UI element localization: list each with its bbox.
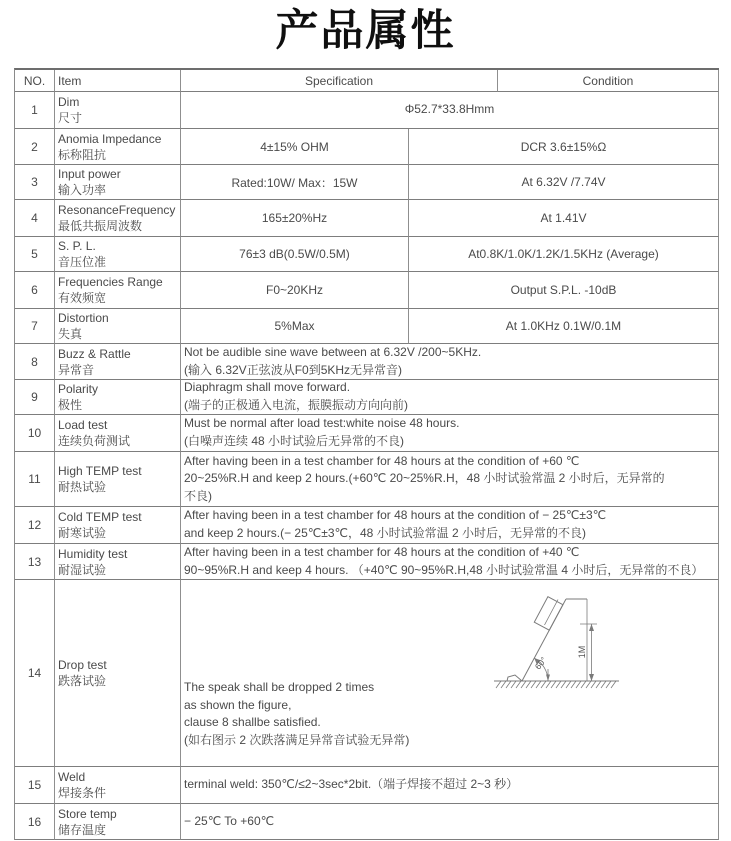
spec-text <box>184 344 715 379</box>
item-cell <box>55 380 181 415</box>
item-cell <box>55 272 181 309</box>
spec-line: 不良) <box>184 488 212 503</box>
item-name-zh: 失真 <box>58 327 83 341</box>
condition-cell: At 1.0KHz 0.1W/0.1M <box>409 309 719 344</box>
spec-text <box>184 679 409 749</box>
spec-text <box>184 453 715 506</box>
page-title: 产品属性 <box>275 7 456 55</box>
item-name-en: High TEMP test <box>58 464 142 478</box>
spec-text <box>405 101 495 119</box>
item-name-en: ResonanceFrequency <box>58 203 176 217</box>
dimension-arrow-up <box>589 624 594 631</box>
condition-cell: DCR 3.6±15%Ω <box>409 129 719 165</box>
angle-label: 60° <box>532 655 549 672</box>
spec-cell: 5%Max <box>181 309 409 344</box>
item-cell <box>55 129 181 165</box>
table-row <box>15 237 719 272</box>
item-cell <box>55 165 181 200</box>
item-name-en: Anomia Impedance <box>58 131 162 146</box>
item-cell <box>55 804 181 840</box>
merged-spec-cell <box>181 507 719 544</box>
merged-spec-cell <box>181 452 719 507</box>
item-name-zh: 尺寸 <box>58 111 83 125</box>
item-name-zh: 跌落试验 <box>58 674 107 688</box>
item-name-en: Humidity test <box>58 546 128 561</box>
table-row <box>15 344 719 380</box>
spec-text <box>184 813 715 831</box>
spec-text <box>184 776 715 794</box>
table-body <box>15 92 719 840</box>
table-row <box>15 767 719 804</box>
row-number-cell: 10 <box>15 415 55 452</box>
item-name-en: Buzz & Rattle <box>58 346 131 361</box>
item-name-zh: 音压位准 <box>58 255 107 269</box>
item-name-en: Cold TEMP test <box>58 510 142 524</box>
item-cell <box>55 309 181 344</box>
item-name-zh: 焊接条件 <box>58 786 107 800</box>
table-header-row <box>15 70 719 92</box>
spec-cell: 4±15% OHM <box>181 129 409 165</box>
spec-text <box>184 380 715 415</box>
dimension-arrow-down <box>589 674 594 681</box>
item-name-en: Distortion <box>58 311 109 325</box>
table-row <box>15 129 719 165</box>
spec-line: terminal weld: 350℃/≤2~3sec*2bit.（端子焊接不超过 2~3 秒） <box>184 777 519 792</box>
row-number-cell: 14 <box>15 580 55 767</box>
spec-line: Diaphragm shall move forward. <box>184 380 351 395</box>
header-cell-spec: Specification <box>181 70 498 92</box>
spec-line: clause 8 shallbe satisfied. <box>184 715 321 730</box>
item-cell <box>55 580 181 767</box>
spec-cell: F0~20KHz <box>181 272 409 309</box>
item-name-en: S. P. L. <box>58 239 96 253</box>
spec-line: (如右图示 2 次跌落满足异常音试验无异常) <box>184 732 410 747</box>
merged-spec-cell <box>181 544 719 580</box>
spec-line: − 25℃ To +60℃ <box>184 813 275 828</box>
merged-spec-cell <box>181 767 719 804</box>
height-dimension-label: 1M <box>577 645 587 659</box>
spec-line: Not be audible sine wave between at 6.32V /200~5KHz. <box>184 344 482 359</box>
speaker-shape <box>534 597 563 631</box>
row-number-cell: 7 <box>15 309 55 344</box>
table-row <box>15 415 719 452</box>
condition-cell: At 6.32V /7.74V <box>409 165 719 200</box>
merged-spec-cell <box>181 415 719 452</box>
table-row <box>15 165 719 200</box>
item-name-en: Store temp <box>58 806 117 821</box>
spec-text <box>184 544 715 579</box>
spec-line: (端子的正极通入电流，振膜振动方向向前) <box>184 398 408 412</box>
merged-spec-cell <box>181 380 719 415</box>
row-number-cell: 8 <box>15 344 55 380</box>
item-cell <box>55 237 181 272</box>
spec-line: Must be normal after load test:white noise 48 hours. <box>184 416 460 431</box>
item-cell <box>55 544 181 580</box>
item-cell <box>55 507 181 544</box>
row-number-cell: 9 <box>15 380 55 415</box>
item-cell <box>55 452 181 507</box>
item-name-en: Dim <box>58 95 80 109</box>
row-number-cell: 11 <box>15 452 55 507</box>
spec-line: (白噪声连续 48 小时试验后无异常的不良) <box>184 434 405 448</box>
row-number-cell: 13 <box>15 544 55 580</box>
item-name-zh: 最低共振周波数 <box>58 219 143 233</box>
item-name-en: Input power <box>58 167 121 181</box>
row-number-cell: 4 <box>15 200 55 237</box>
spec-line: 90~95%R.H and keep 4 hours. （+40℃ 90~95%R.H,48 小时试验常温 4 小时后，无异常的不良） <box>184 562 704 577</box>
ramp-foot <box>507 675 522 681</box>
spec-line: After having been in a test chamber for 48 hours at the condition of +40 ℃ <box>184 544 580 559</box>
product-table <box>14 68 719 840</box>
item-name-zh: 输入功率 <box>58 183 107 197</box>
spec-cell: Rated:10W/ Max：15W <box>181 165 409 200</box>
speaker-detail-line <box>545 600 559 626</box>
table-row <box>15 804 719 840</box>
table-row <box>15 309 719 344</box>
row-number-cell: 5 <box>15 237 55 272</box>
spec-text <box>184 507 715 542</box>
item-name-zh: 连续负荷测试 <box>58 434 131 448</box>
item-name-en: Load test <box>58 418 108 432</box>
condition-cell: At0.8K/1.0K/1.2K/1.5KHz (Average) <box>409 237 719 272</box>
table-row <box>15 92 719 129</box>
spec-line: After having been in a test chamber for 48 hours at the condition of +60 ℃ <box>184 453 580 468</box>
item-name-zh: 耐寒试验 <box>58 526 107 540</box>
item-cell <box>55 200 181 237</box>
spec-cell: 165±20%Hz <box>181 200 409 237</box>
row-number-cell: 3 <box>15 165 55 200</box>
table-row <box>15 200 719 237</box>
row-number-cell: 6 <box>15 272 55 309</box>
table-row <box>15 272 719 309</box>
item-cell <box>55 415 181 452</box>
item-name-zh: 极性 <box>58 398 83 412</box>
merged-spec-cell <box>181 580 719 767</box>
row-number-cell: 2 <box>15 129 55 165</box>
drop-test-figure <box>492 589 622 691</box>
item-name-en: Drop test <box>58 658 107 672</box>
row-number-cell: 12 <box>15 507 55 544</box>
spec-cell: 76±3 dB(0.5W/0.5M) <box>181 237 409 272</box>
spec-line: and keep 2 hours.(− 25℃±3℃，48 小时试验常温 2 小时后，无异常的不良) <box>184 526 586 540</box>
item-name-en: Weld <box>58 770 86 784</box>
merged-spec-cell <box>181 344 719 380</box>
spec-line: The speak shall be dropped 2 times <box>184 680 375 694</box>
spec-line: as shown the figure, <box>184 697 292 712</box>
item-name-zh: 异常音 <box>58 362 95 377</box>
item-cell <box>55 767 181 804</box>
header-cell-condition: Condition <box>498 70 719 92</box>
condition-cell: Output S.P.L. -10dB <box>409 272 719 309</box>
table-row <box>15 380 719 415</box>
row-number-cell: 1 <box>15 92 55 129</box>
item-cell <box>55 92 181 129</box>
item-name-zh: 耐热试验 <box>58 480 107 494</box>
angle-arrow-down <box>546 675 550 682</box>
row-number-cell: 15 <box>15 767 55 804</box>
table-row <box>15 580 719 767</box>
ground-hatching <box>496 681 616 688</box>
row-number-cell: 16 <box>15 804 55 840</box>
item-name-zh: 标称阻抗 <box>58 147 107 162</box>
item-name-zh: 有效频宽 <box>58 291 107 305</box>
item-cell <box>55 344 181 380</box>
header-cell-item: Item <box>55 70 181 92</box>
table-row <box>15 507 719 544</box>
item-name-en: Polarity <box>58 382 99 396</box>
table-row <box>15 452 719 507</box>
spec-line: (输入 6.32V正弦波从F0到5KHz无异常音) <box>184 362 403 377</box>
item-name-zh: 储存温度 <box>58 822 107 837</box>
condition-cell: At 1.41V <box>409 200 719 237</box>
item-name-en: Frequencies Range <box>58 275 163 289</box>
spec-line: 20~25%R.H and keep 2 hours.(+60℃ 20~25%R.H，48 小时试验常温 2 小时后，无异常的 <box>184 471 665 486</box>
merged-spec-cell <box>181 804 719 840</box>
table-row <box>15 544 719 580</box>
spec-text <box>184 415 715 450</box>
merged-spec-cell <box>181 92 719 129</box>
item-name-zh: 耐湿试验 <box>58 562 107 577</box>
header-cell-no: NO. <box>15 70 55 92</box>
spec-line: Φ52.7*33.8Hmm <box>404 102 495 117</box>
spec-line: After having been in a test chamber for 48 hours at the condition of − 25℃±3℃ <box>184 508 607 523</box>
